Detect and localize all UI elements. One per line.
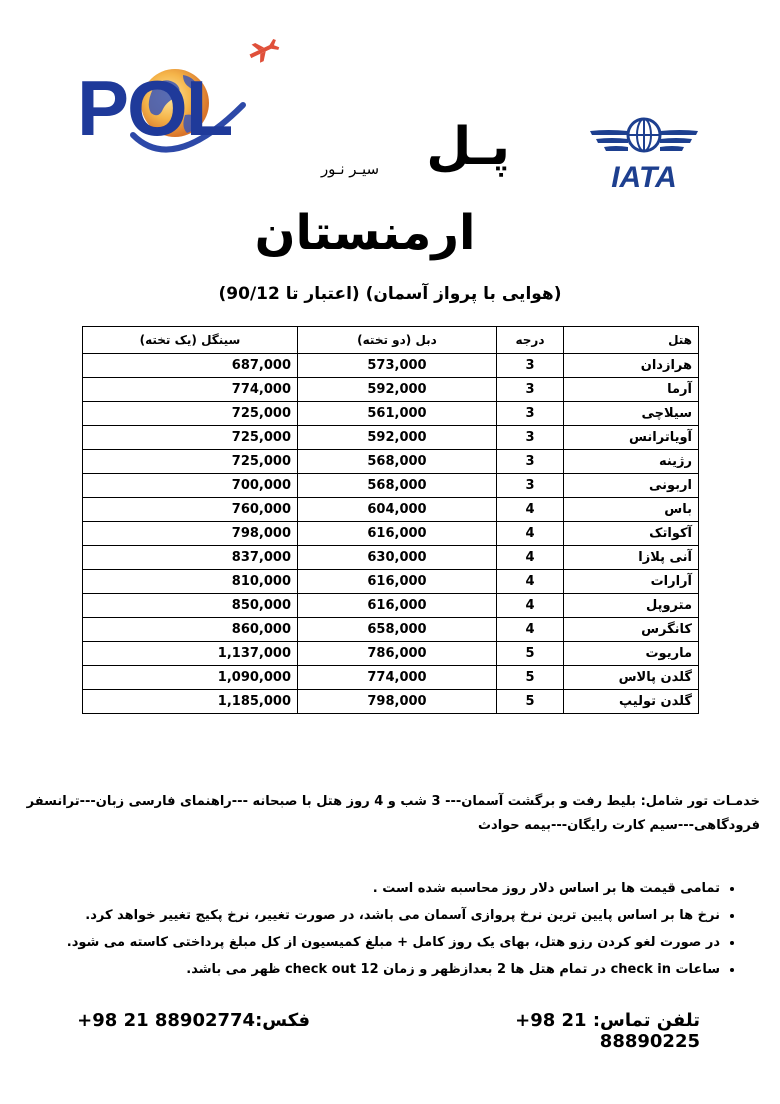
table-row bbox=[83, 570, 699, 594]
cell-hotel: هرازدان bbox=[564, 354, 699, 378]
cell-single: 760,000 bbox=[83, 498, 298, 522]
cell-grade: 3 bbox=[497, 402, 564, 426]
cell-grade: 3 bbox=[497, 450, 564, 474]
cell-single: 810,000 bbox=[83, 570, 298, 594]
cell-double: 786,000 bbox=[298, 642, 497, 666]
cell-grade: 3 bbox=[497, 354, 564, 378]
table-row bbox=[83, 474, 699, 498]
cell-double: 561,000 bbox=[298, 402, 497, 426]
cell-hotel: ماریوت bbox=[564, 642, 699, 666]
cell-double: 774,000 bbox=[298, 666, 497, 690]
cell-double: 616,000 bbox=[298, 570, 497, 594]
cell-double: 592,000 bbox=[298, 426, 497, 450]
cell-double: 604,000 bbox=[298, 498, 497, 522]
cell-grade: 4 bbox=[497, 570, 564, 594]
pol-logo bbox=[55, 35, 285, 185]
header-single: سینگل (یک تخته) bbox=[83, 327, 298, 354]
cell-single: 725,000 bbox=[83, 450, 298, 474]
cell-grade: 4 bbox=[497, 546, 564, 570]
table-row bbox=[83, 618, 699, 642]
cell-single: 1,090,000 bbox=[83, 666, 298, 690]
fax-number: +98 21 88902774 bbox=[77, 1010, 256, 1031]
table-row bbox=[83, 666, 699, 690]
price-table bbox=[82, 326, 699, 714]
note-item: • در صورت لغو کردن رزو هتل، بهای یک روز کامل + مبلغ کمیسیون از کل مبلغ پرداختی کاسته می شود. bbox=[40, 929, 720, 956]
pol-logo-graphic bbox=[55, 35, 285, 185]
note-item: • ساعات check in در تمام هتل ها 2 بعدازظهر و زمان check out 12 ظهر می باشد. bbox=[40, 956, 720, 983]
table-row bbox=[83, 498, 699, 522]
cell-double: 568,000 bbox=[298, 474, 497, 498]
cell-single: 774,000 bbox=[83, 378, 298, 402]
cell-single: 725,000 bbox=[83, 426, 298, 450]
cell-double: 573,000 bbox=[298, 354, 497, 378]
table-row bbox=[83, 594, 699, 618]
cell-hotel: باس bbox=[564, 498, 699, 522]
page-subtitle: (هوایی با پرواز آسمان) (اعتبار تا 90/12) bbox=[218, 284, 562, 304]
cell-hotel: گلدن پالاس bbox=[564, 666, 699, 690]
cell-single: 1,137,000 bbox=[83, 642, 298, 666]
cell-grade: 5 bbox=[497, 666, 564, 690]
airplane-icon bbox=[246, 35, 282, 65]
cell-grade: 4 bbox=[497, 522, 564, 546]
cell-single: 850,000 bbox=[83, 594, 298, 618]
cell-hotel: آویاترانس bbox=[564, 426, 699, 450]
page-title: ارمنستان bbox=[254, 205, 476, 261]
cell-single: 725,000 bbox=[83, 402, 298, 426]
cell-single: 837,000 bbox=[83, 546, 298, 570]
cell-double: 616,000 bbox=[298, 522, 497, 546]
cell-grade: 4 bbox=[497, 618, 564, 642]
phone-number: +98 21 88890225 bbox=[515, 1010, 700, 1052]
cell-grade: 3 bbox=[497, 378, 564, 402]
table-row bbox=[83, 378, 699, 402]
table-row bbox=[83, 546, 699, 570]
table-row bbox=[83, 354, 699, 378]
services-line-1: خدمـات تور شامل: بلیط رفت و برگشت آسمان--- 3 شب و 4 روز هتل با صبحانه ---راهنمای فارسی زبان---ترانسفر bbox=[26, 794, 760, 809]
cell-double: 592,000 bbox=[298, 378, 497, 402]
cell-single: 1,185,000 bbox=[83, 690, 298, 714]
cell-single: 798,000 bbox=[83, 522, 298, 546]
cell-grade: 5 bbox=[497, 690, 564, 714]
phone-contact bbox=[410, 1010, 700, 1052]
cell-hotel: رژینه bbox=[564, 450, 699, 474]
table-row bbox=[83, 426, 699, 450]
cell-double: 616,000 bbox=[298, 594, 497, 618]
fax-contact bbox=[60, 1010, 310, 1031]
cell-hotel: آکواتک bbox=[564, 522, 699, 546]
cell-hotel: آرارات bbox=[564, 570, 699, 594]
header-hotel: هتل bbox=[564, 327, 699, 354]
table-header-row bbox=[83, 327, 699, 354]
cell-hotel: آرما bbox=[564, 378, 699, 402]
cell-hotel: متروپل bbox=[564, 594, 699, 618]
cell-double: 630,000 bbox=[298, 546, 497, 570]
phone-label: تلفن تماس: bbox=[592, 1010, 700, 1031]
iata-logo-graphic bbox=[588, 105, 700, 190]
table-row bbox=[83, 642, 699, 666]
table-row bbox=[83, 522, 699, 546]
header-grade: درجه bbox=[497, 327, 564, 354]
cell-grade: 4 bbox=[497, 498, 564, 522]
table-row bbox=[83, 402, 699, 426]
cell-grade: 3 bbox=[497, 474, 564, 498]
cell-single: 860,000 bbox=[83, 618, 298, 642]
cell-double: 798,000 bbox=[298, 690, 497, 714]
table-row bbox=[83, 690, 699, 714]
table-row bbox=[83, 450, 699, 474]
cell-hotel: گلدن تولیپ bbox=[564, 690, 699, 714]
cell-grade: 3 bbox=[497, 426, 564, 450]
brand-name: پـل bbox=[426, 117, 510, 177]
brand-subtitle: سیـر نـور bbox=[320, 160, 380, 178]
cell-single: 700,000 bbox=[83, 474, 298, 498]
services-line-2: فرودگاهی---سیم کارت رایگان---بیمه حوادث bbox=[477, 818, 760, 833]
notes-list bbox=[40, 875, 742, 983]
cell-double: 568,000 bbox=[298, 450, 497, 474]
cell-double: 658,000 bbox=[298, 618, 497, 642]
cell-single: 687,000 bbox=[83, 354, 298, 378]
fax-label: فکس: bbox=[255, 1010, 310, 1031]
tour-services bbox=[20, 790, 760, 838]
cell-hotel: آنی پلازا bbox=[564, 546, 699, 570]
pol-letter-p: POL bbox=[77, 64, 232, 152]
table-body bbox=[83, 354, 699, 714]
cell-grade: 4 bbox=[497, 594, 564, 618]
header-double: دبل (دو تخته) bbox=[298, 327, 497, 354]
cell-hotel: کانگرس bbox=[564, 618, 699, 642]
iata-logo bbox=[588, 105, 700, 190]
cell-hotel: اربونی bbox=[564, 474, 699, 498]
iata-wordmark: IATA bbox=[611, 161, 677, 190]
note-item: • نرخ ها بر اساس پایین ترین نرخ پروازی آسمان می باشد، در صورت تغییر، نرخ پکیج تغییر خواهد کرد. bbox=[40, 902, 720, 929]
cell-grade: 5 bbox=[497, 642, 564, 666]
cell-hotel: سیلاچی bbox=[564, 402, 699, 426]
note-item: • تمامی قیمت ها بر اساس دلار روز محاسبه شده است . bbox=[40, 875, 720, 902]
